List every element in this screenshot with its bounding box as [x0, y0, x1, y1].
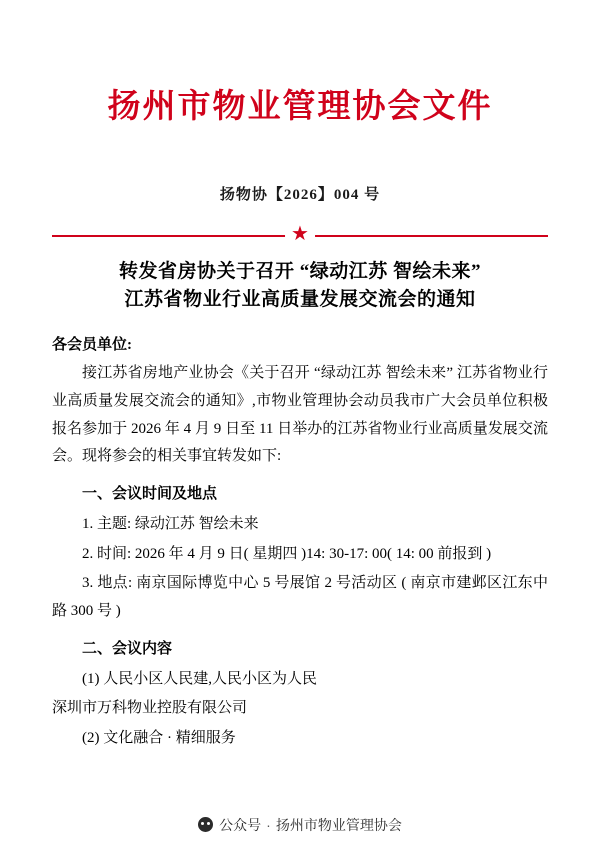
- headline-line-1: 转发省房协关于召开 “绿动江苏 智绘未来”: [118, 261, 481, 282]
- document-number: 扬物协【2026】004 号: [219, 187, 381, 203]
- red-divider: [52, 223, 548, 245]
- document-title: 扬州市物业管理协会文件: [107, 86, 493, 125]
- body-paragraph-1: 接江苏省房地产业协会《关于召开 “绿动江苏 智绘未来” 江苏省物业行业高质量发展交流会的通知》,市物业管理协会动员我市广大会员单位积极报名参加于 2026 年 4 月 9 日至 11 日举办的江苏省物业行业高质量发展交流会。现将参会的相关事宜转发如下:: [52, 365, 548, 465]
- salutation: 各会员单位:: [52, 337, 132, 354]
- list-item-company: 深圳市万科物业控股有限公司: [52, 700, 248, 717]
- list-item: 2. 时间: 2026 年 4 月 9 日( 星期四 )14: 30-17: 00( 14: 00 前报到 ): [82, 545, 492, 562]
- page-title: [52, 258, 548, 313]
- footer-separator: ·: [266, 817, 271, 833]
- footer-account-name: 扬州市物业管理协会: [275, 817, 402, 833]
- wechat-account-icon: [198, 817, 213, 832]
- section-heading-2: 二、会议内容: [82, 640, 173, 657]
- list-item: 1. 主题: 绿动江苏 智绘未来: [82, 515, 259, 532]
- list-item: (1) 人民小区人民建,人民小区为人民: [82, 670, 317, 687]
- headline-line-2: 江苏省物业行业高质量发展交流会的通知: [124, 288, 476, 310]
- red-star-icon: ★: [285, 224, 315, 244]
- list-item: (2) 文化融合 · 精细服务: [82, 730, 236, 747]
- footer-label: 公众号: [219, 817, 262, 833]
- list-item: 3. 地点: 南京国际博览中心 5 号展馆 2 号活动区 ( 南京市建邺区江东中路 300 号 ): [52, 575, 548, 620]
- footer: [0, 815, 600, 835]
- section-heading-1: 一、会议时间及地点: [82, 486, 218, 503]
